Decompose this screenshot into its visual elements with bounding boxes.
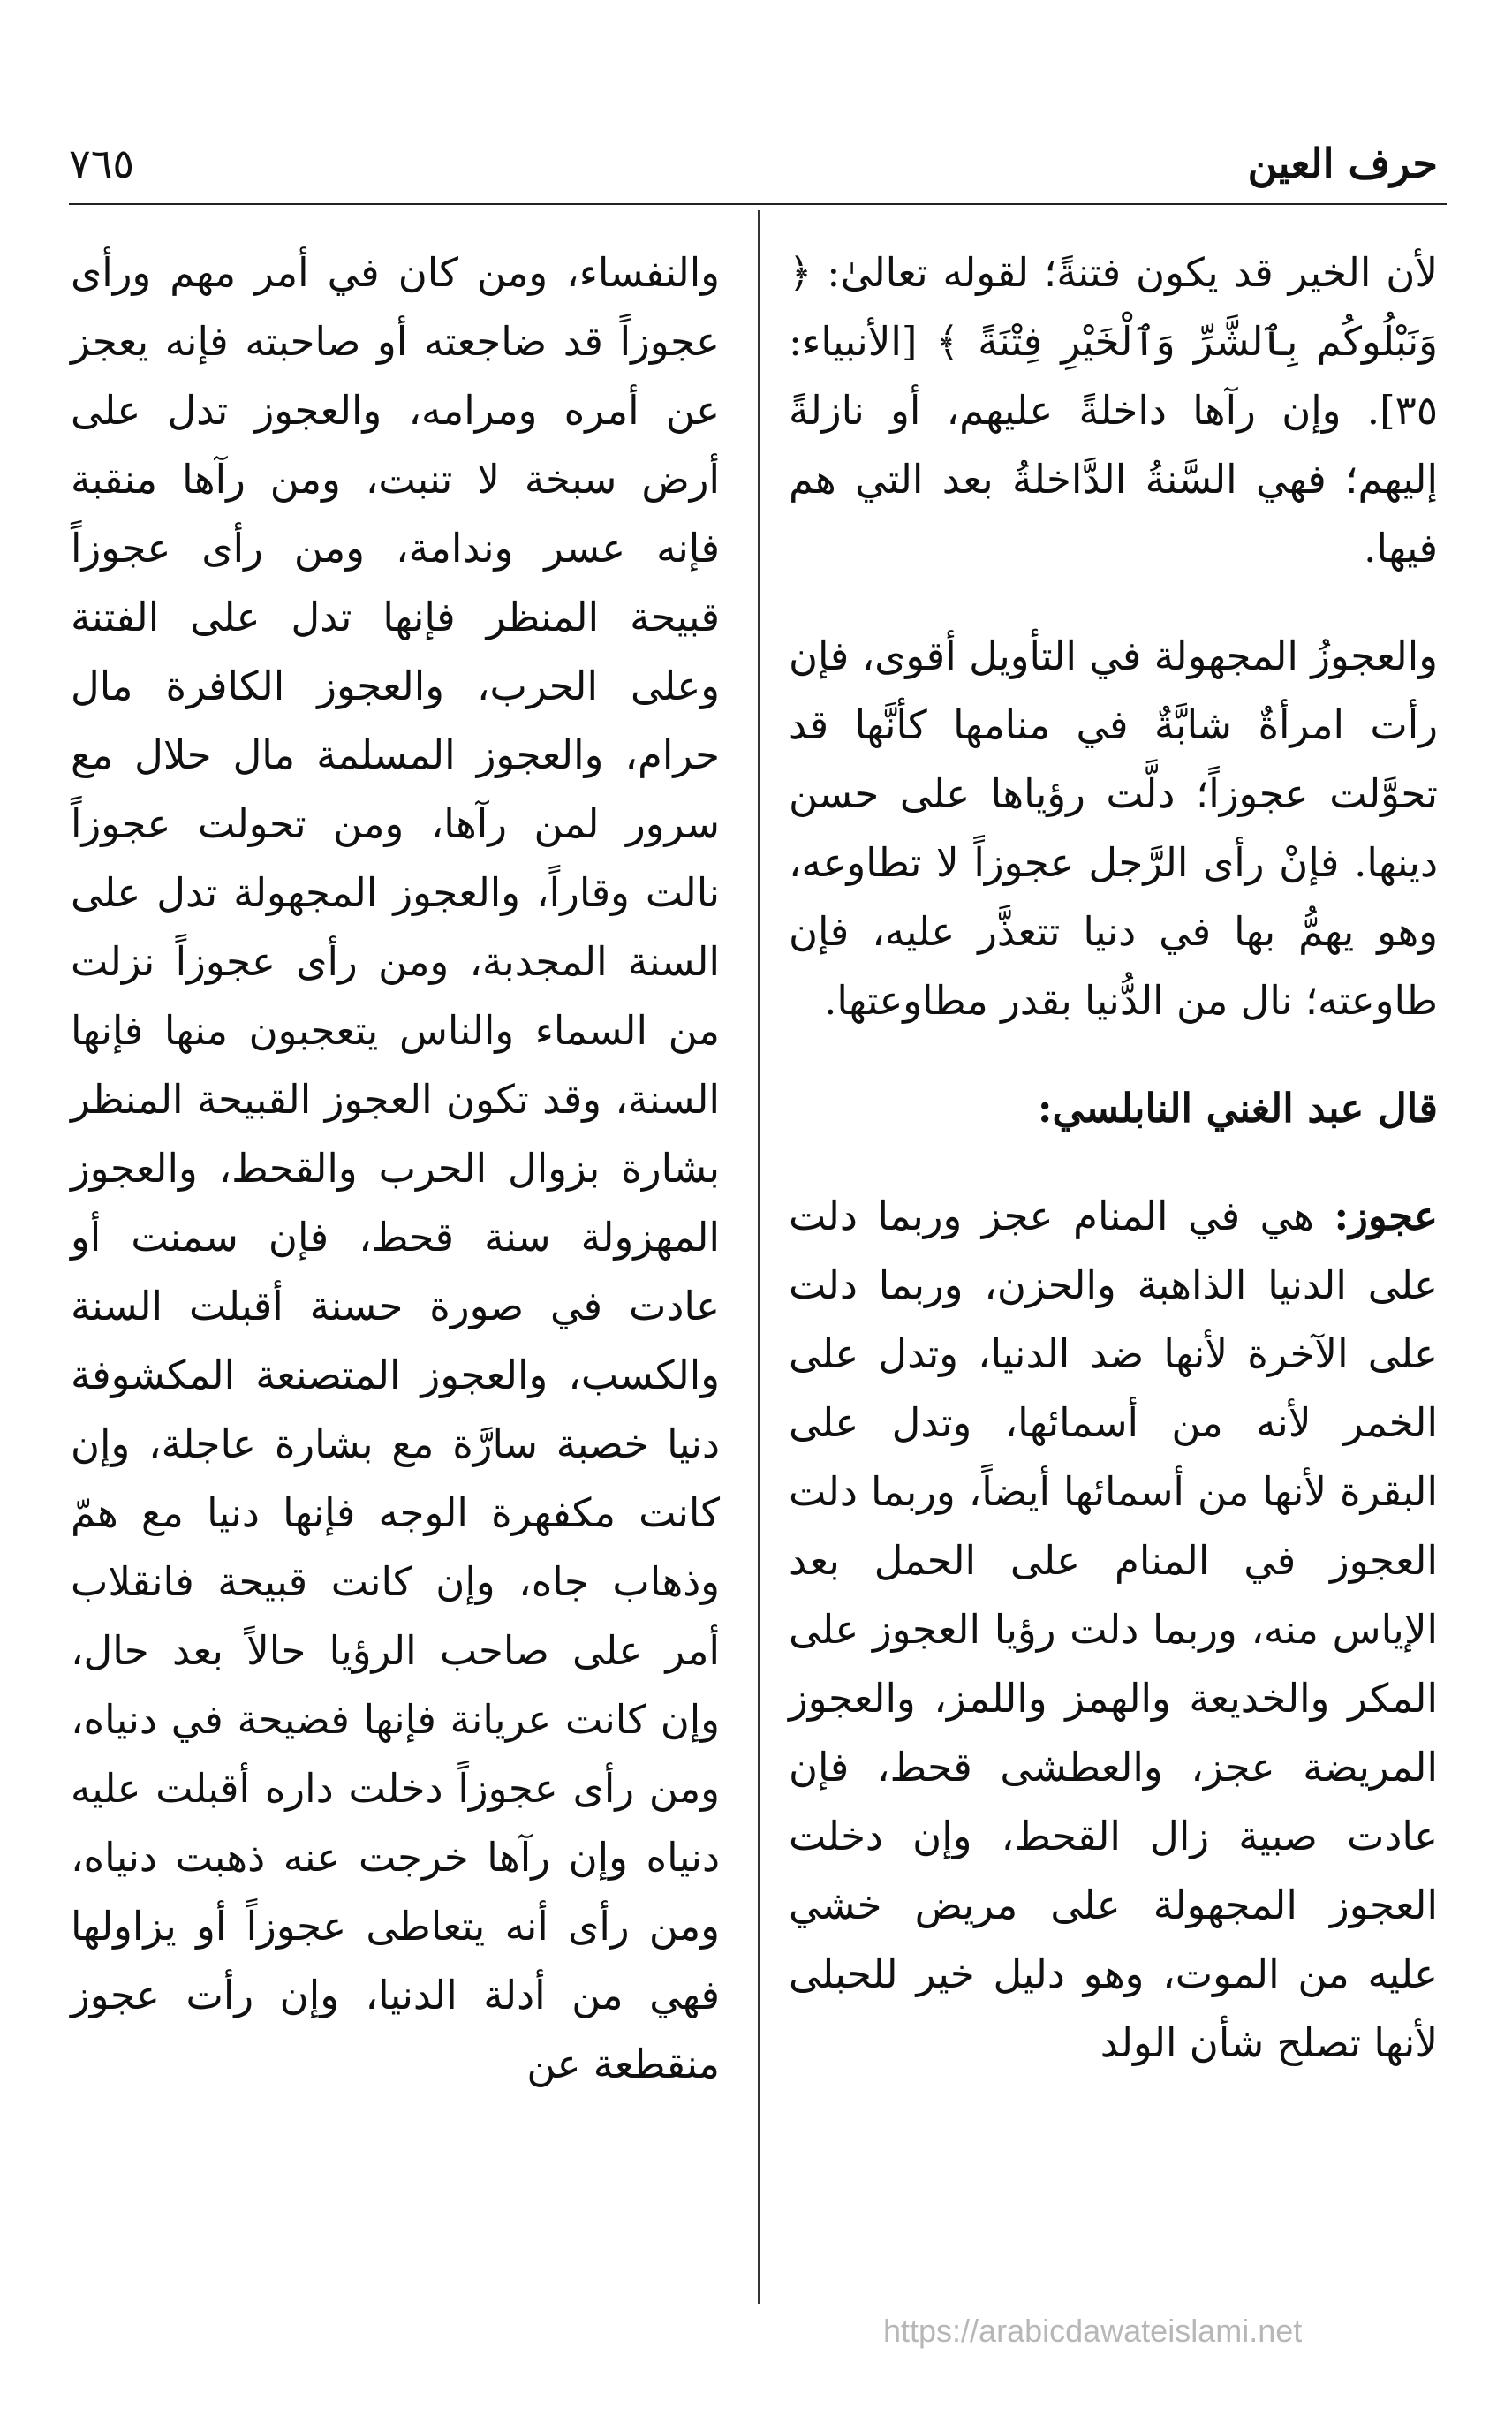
page-number: ٧٦٥ <box>69 140 135 187</box>
entry-text: هي في المنام عجز وربما دلت على الدنيا الذاهبة والحزن، وربما دلت على الآخرة لأنها ضد الدنيا، وتدل على الخمر لأنه من أسمائها، وتدل على البقرة لأنها من أسمائها أيضاً، وربما دلت العجوز في المنام على الحمل بعد الإياس منه، وربما دلت رؤيا العجوز على المكر والخديعة والهمز واللمز، والعجوز المريضة عجز، والعطشى قحط، فإن عادت صبية زال القحط، وإن دخلت العجوز المجهولة على مريض خشي عليه من الموت، وهو دليل خير للحبلى لأنها تصلح شأن الولد <box>789 1193 1438 2066</box>
header-rule <box>69 203 1447 205</box>
column-divider <box>758 210 760 2304</box>
page-header <box>0 133 1512 203</box>
left-column <box>71 239 720 2099</box>
paragraph: والعجوزُ المجهولة في التأويل أقوى، فإن رأت امرأةٌ شابَّةٌ في منامها كأنَّها قد تحوَّلت عجوزاً؛ دلَّت رؤياها على حسن دينها. فإنْ رأى الرَّجل عجوزاً لا تطاوعه، وهو يهمُّ بها في دنيا تتعذَّر عليه، فإن طاوعته؛ نال من الدُّنيا بقدر مطاوعتها. <box>789 632 1438 1024</box>
section-heading: قال عبد الغني النابلسي: <box>1037 1085 1438 1132</box>
watermark-url: https://arabicdawateislami.net <box>883 2313 1303 2349</box>
paragraph: والنفساء، ومن كان في أمر مهم ورأى عجوزاً قد ضاجعته أو صاحبته فإنه يعجز عن أمره ومرامه، والعجوز تدل على أرض سبخة لا تنبت، ومن رآها منقبة فإنه عسر وندامة، ومن رأى عجوزاً قبيحة المنظر فإنها تدل على الفتنة وعلى الحرب، والعجوز الكافرة مال حرام، والعجوز المسلمة مال حلال مع سرور لمن رآها، ومن تحولت عجوزاً نالت وقاراً، والعجوز المجهولة تدل على السنة المجدبة، ومن رأى عجوزاً نزلت من السماء والناس يتعجبون منها فإنها السنة، وقد تكون العجوز القبيحة المنظر بشارة بزوال الحرب والقحط، والعجوز المهزولة سنة قحط، فإن سمنت أو عادت في صورة حسنة أقبلت السنة والكسب، والعجوز المتصنعة المكشوفة دنيا خصبة سارَّة مع بشارة عاجلة، وإن كانت مكفهرة الوجه فإنها دنيا مع همّ وذهاب جاه، وإن كانت قبيحة فانقلاب أمر على صاحب الرؤيا حالاً بعد حال، وإن كانت عريانة فإنها فضيحة في دنياه، ومن رأى عجوزاً دخلت داره أقبلت عليه دنياه وإن رآها خرجت عنه ذهبت دنياه، ومن رأى أنه يتعاطى عجوزاً أو يزاولها فهي من أدلة الدنيا، وإن رأت عجوز منقطعة عن <box>71 249 720 2087</box>
dictionary-entry <box>789 1182 1438 2078</box>
right-column <box>789 239 1438 2078</box>
running-title: حرف العين <box>1247 140 1438 187</box>
entry-term: عجوز: <box>1334 1193 1438 1239</box>
paragraph: لأن الخير قد يكون فتنةً؛ لقوله تعالىٰ: ﴿ وَنَبْلُوكُم بِٱلشَّرِّ وَٱلْخَيْرِ فِتْنَةً ﴾ [الأنبياء: ٣٥]. وإن رآها داخلةً عليهم، أو نازلةً إليهم؛ فهي السَّنةُ الدَّاخلةُ بعد التي هم فيها. <box>789 249 1438 572</box>
